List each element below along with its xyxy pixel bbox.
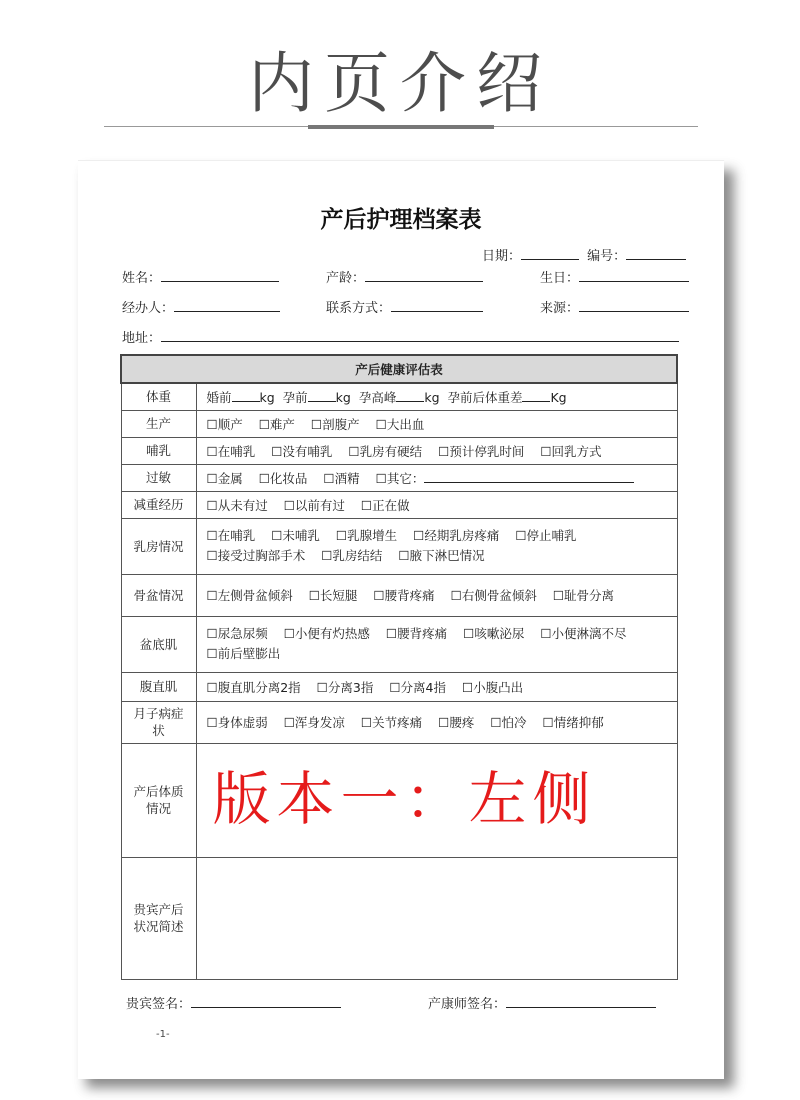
guest-sign-row [126, 993, 341, 1012]
weight-peak-field[interactable] [396, 390, 424, 402]
checkbox-option[interactable]: ☐以前有过 [283, 497, 345, 513]
birthday-label: 生日： [540, 271, 580, 286]
breast-label: 乳房情况 [121, 518, 196, 574]
rectus-label: 腹直肌 [121, 672, 196, 701]
pelvic-floor-options [196, 616, 677, 672]
constitution-label: 产后体质情况 [121, 743, 196, 857]
date-field[interactable] [521, 247, 579, 260]
allergy-label: 过敏 [121, 464, 196, 491]
allergy-other-field[interactable] [424, 470, 634, 483]
table-row [121, 616, 677, 672]
table-row [121, 383, 677, 410]
checkbox-option[interactable]: ☐没有哺乳 [271, 443, 333, 459]
age-label: 产龄： [326, 271, 366, 286]
handler-field[interactable] [174, 299, 280, 312]
weight-label: 体重 [121, 383, 196, 410]
version-overlay-text: 版本一：左侧 [212, 764, 597, 833]
weight-pregnant-field[interactable] [308, 390, 336, 402]
checkbox-option[interactable]: ☐停止哺乳 [515, 528, 577, 543]
checkbox-option[interactable]: ☐乳腺增生 [335, 528, 398, 543]
weight-diff-field[interactable] [522, 390, 550, 402]
lactation-options [196, 437, 677, 464]
checkbox-option[interactable]: ☐分离3指 [316, 679, 374, 695]
checkbox-option[interactable]: ☐其它： [375, 470, 425, 486]
address-row [122, 327, 679, 346]
form-title: 产后护理档案表 [320, 207, 482, 233]
address-label: 地址： [122, 331, 162, 346]
header-divider-accent [308, 125, 494, 129]
handler-row [122, 297, 280, 316]
checkbox-option[interactable]: ☐右侧骨盆倾斜 [450, 588, 537, 603]
contact-field[interactable] [391, 299, 483, 312]
allergy-options [196, 464, 677, 491]
unit-label: kg [424, 389, 440, 405]
checkbox-option[interactable]: ☐乳房结结 [321, 548, 383, 563]
checkbox-option[interactable]: ☐接受过胸部手术 [206, 548, 306, 563]
checkbox-option[interactable]: ☐小便淋漓不尽 [540, 626, 627, 641]
handler-label: 经办人： [122, 301, 175, 316]
table-row [121, 464, 677, 491]
therapist-sign-row [428, 993, 656, 1012]
page-number: -1- [156, 1029, 170, 1040]
table-title: 产后健康评估表 [121, 355, 677, 383]
checkbox-option[interactable]: ☐关节疼痛 [360, 715, 423, 730]
weight-cell [196, 383, 677, 410]
birth-options [196, 410, 677, 437]
checkbox-option[interactable]: ☐化妆品 [258, 470, 308, 486]
unit-label: kg [335, 389, 351, 405]
checkbox-option[interactable]: ☐预计停乳时间 [438, 443, 525, 459]
source-row [540, 297, 689, 316]
table-row [121, 410, 677, 437]
lactation-label: 哺乳 [121, 437, 196, 464]
checkbox-option[interactable]: ☐经期乳房疼痛 [413, 528, 500, 543]
checkbox-option[interactable]: ☐金属 [206, 470, 243, 486]
name-field[interactable] [161, 269, 279, 282]
pelvis-options [196, 574, 677, 616]
checkbox-option[interactable]: ☐腹直肌分离2指 [206, 679, 301, 695]
summary-field[interactable] [196, 857, 677, 979]
checkbox-option[interactable]: ☐咳嗽泌尿 [463, 626, 525, 641]
breast-options-line2 [207, 546, 677, 566]
checkbox-option[interactable]: ☐腋下淋巴情况 [398, 548, 485, 563]
summary-label: 贵宾产后状况简述 [121, 857, 196, 979]
checkbox-option[interactable]: ☐在哺乳 [206, 443, 256, 459]
weight-pregnant-label: 孕前 [282, 389, 308, 405]
checkbox-option[interactable]: ☐左侧骨盆倾斜 [206, 588, 293, 603]
weight-prepreg-label: 婚前 [206, 389, 232, 405]
table-row [121, 857, 677, 979]
pelvis-label: 骨盆情况 [121, 574, 196, 616]
checkbox-option[interactable]: ☐未哺乳 [271, 528, 320, 543]
date-number-row [482, 245, 686, 264]
checkbox-option[interactable]: ☐小腹凸出 [461, 679, 524, 695]
checkbox-option[interactable]: ☐正在做 [360, 497, 410, 513]
checkbox-option[interactable]: ☐大出血 [375, 416, 425, 432]
weightloss-options [196, 491, 677, 518]
checkbox-option[interactable]: ☐小便有灼热感 [283, 626, 370, 641]
unit-label: kg [259, 389, 275, 405]
form-paper [78, 160, 724, 1079]
source-label: 来源： [540, 301, 580, 316]
table-row [121, 672, 677, 701]
number-field[interactable] [626, 247, 686, 260]
checkbox-option[interactable]: ☐浑身发凉 [283, 715, 345, 730]
birth-label: 生产 [121, 410, 196, 437]
checkbox-option[interactable]: ☐身体虚弱 [206, 715, 268, 730]
checkbox-option[interactable]: ☐耻骨分离 [552, 588, 615, 603]
birthday-row [540, 267, 689, 286]
age-row [326, 267, 483, 286]
breast-options [196, 518, 677, 574]
source-field[interactable] [579, 299, 689, 312]
assessment-table [120, 354, 678, 980]
table-row [121, 701, 677, 743]
table-row [121, 518, 677, 574]
pelvic-floor-options-line2 [207, 644, 677, 664]
table-row [121, 743, 677, 857]
table-row [121, 491, 677, 518]
checkbox-option[interactable]: ☐前后壁膨出 [206, 646, 281, 661]
pelvic-floor-label: 盆底肌 [121, 616, 196, 672]
therapist-sign-field[interactable] [506, 995, 656, 1008]
rectus-options [196, 672, 677, 701]
checkbox-option[interactable]: ☐在哺乳 [206, 528, 256, 543]
date-label: 日期： [482, 249, 522, 264]
checkbox-option[interactable]: ☐回乳方式 [540, 443, 602, 459]
checkbox-option[interactable]: ☐剖腹产 [310, 416, 360, 432]
checkbox-option[interactable]: ☐腰背疼痛 [385, 626, 448, 641]
checkbox-option[interactable]: ☐怕冷 [490, 715, 527, 730]
checkbox-option[interactable]: ☐分离4指 [389, 679, 446, 695]
weight-peak-label: 孕高峰 [358, 389, 397, 405]
checkbox-option[interactable]: ☐尿急尿频 [206, 626, 268, 641]
address-field[interactable] [161, 329, 679, 342]
checkbox-option[interactable]: ☐长短腿 [308, 588, 358, 603]
checkbox-option[interactable]: ☐腰疼 [438, 715, 475, 730]
guest-sign-label: 贵宾签名： [126, 997, 192, 1012]
checkbox-option[interactable]: ☐从未有过 [206, 497, 268, 513]
constitution-field[interactable] [196, 743, 677, 857]
pelvic-floor-options-line1 [207, 624, 677, 644]
contact-label: 联系方式： [326, 301, 392, 316]
checkbox-option[interactable]: ☐酒精 [323, 470, 360, 486]
breast-options-line1 [207, 526, 677, 546]
weight-diff-label: 孕前后体重差 [447, 389, 523, 405]
name-row [122, 267, 279, 286]
checkbox-option[interactable]: ☐顺产 [206, 416, 243, 432]
confinement-label: 月子病症状 [121, 701, 196, 743]
checkbox-option[interactable]: ☐难产 [258, 416, 295, 432]
checkbox-option[interactable]: ☐乳房有硬结 [348, 443, 423, 459]
name-label: 姓名： [122, 271, 162, 286]
number-label: 编号： [587, 249, 627, 264]
age-field[interactable] [365, 269, 483, 282]
checkbox-option[interactable]: ☐情绪抑郁 [542, 715, 604, 730]
therapist-sign-label: 产康师签名： [428, 997, 507, 1012]
guest-sign-field[interactable] [191, 995, 341, 1008]
checkbox-option[interactable]: ☐腰背疼痛 [373, 588, 435, 603]
table-row [121, 437, 677, 464]
contact-row [326, 297, 483, 316]
weight-prepreg-field[interactable] [232, 390, 260, 402]
birthday-field[interactable] [579, 269, 689, 282]
unit-label: Kg [550, 389, 567, 405]
weightloss-label: 减重经历 [121, 491, 196, 518]
page-header-title: 内页介绍 [248, 45, 552, 122]
confinement-options [196, 701, 677, 743]
table-row [121, 574, 677, 616]
